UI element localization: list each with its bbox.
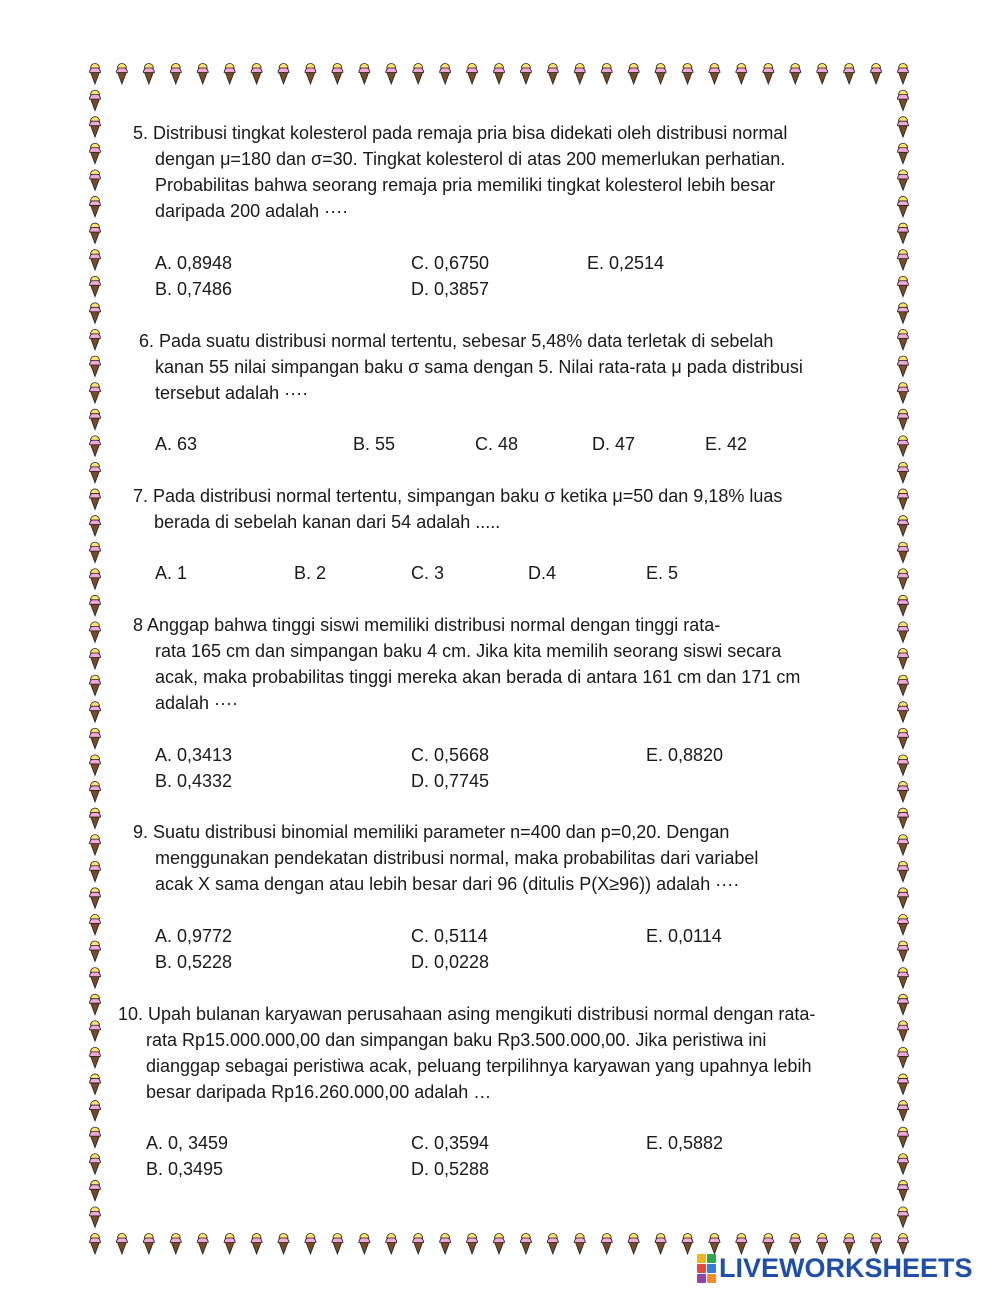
ice-cream-cone-icon <box>790 64 801 85</box>
ice-cream-cone-icon <box>898 914 909 935</box>
ice-cream-cone-icon <box>574 64 585 85</box>
ice-cream-cone-icon <box>898 250 909 271</box>
question-6-line-2: kanan 55 nilai simpangan baku σ sama dengan 5. Nilai rata-rata μ pada distribusi <box>155 357 803 377</box>
ice-cream-cone-icon <box>90 649 101 670</box>
question-9-line-2: menggunakan pendekatan distribusi normal, maka probabilitas dari variabel <box>155 848 759 868</box>
ice-cream-cone-icon <box>90 994 101 1015</box>
ice-cream-cone-icon <box>494 64 505 85</box>
question-6-line-3: tersebut adalah ···· <box>155 383 309 403</box>
ice-cream-cone-icon <box>332 1234 343 1255</box>
question-5 <box>133 120 893 230</box>
ice-cream-cone-icon <box>278 64 289 85</box>
ice-cream-cone-icon <box>898 170 909 191</box>
ice-cream-cone-icon <box>170 64 181 85</box>
ice-cream-cone-icon <box>90 675 101 696</box>
ice-cream-cone-icon <box>90 383 101 404</box>
ice-cream-cone-icon <box>898 595 909 616</box>
q10-option-d[interactable]: D. 0,5288 <box>411 1159 490 1179</box>
ice-cream-cone-icon <box>90 1180 101 1201</box>
ice-cream-cone-icon <box>90 516 101 537</box>
q8-option-e[interactable]: E. 0,8820 <box>646 745 724 765</box>
question-6-line-1: 6. Pada suatu distribusi normal tertentu, sebesar 5,48% data terletak di sebelah <box>139 331 774 351</box>
ice-cream-cone-icon <box>898 622 909 643</box>
ice-cream-cone-icon <box>682 64 693 85</box>
logo-block <box>697 1254 706 1263</box>
ice-cream-cone-icon <box>90 223 101 244</box>
q5-option-c[interactable]: C. 0,6750 <box>411 253 490 273</box>
ice-cream-cone-icon <box>251 1234 262 1255</box>
ice-cream-cone-icon <box>90 835 101 856</box>
q9-option-d[interactable]: D. 0,0228 <box>411 952 490 972</box>
ice-cream-cone-icon <box>90 968 101 989</box>
q9-option-b[interactable]: B. 0,5228 <box>155 952 233 972</box>
ice-cream-cone-icon <box>467 1234 478 1255</box>
q5-option-e[interactable]: E. 0,2514 <box>587 253 665 273</box>
ice-cream-cone-icon <box>736 64 747 85</box>
ice-cream-cone-icon <box>817 1234 828 1255</box>
ice-cream-cone-icon <box>547 1234 558 1255</box>
ice-cream-cone-icon <box>682 1234 693 1255</box>
ice-cream-cone-icon <box>898 649 909 670</box>
ice-cream-cone-icon <box>197 64 208 85</box>
ice-cream-cone-icon <box>90 888 101 909</box>
ice-cream-cone-icon <box>413 64 424 85</box>
ice-cream-cone-icon <box>90 1074 101 1095</box>
ice-cream-cone-icon <box>143 1234 154 1255</box>
ice-cream-cone-icon <box>547 64 558 85</box>
ice-cream-cone-icon <box>898 329 909 350</box>
ice-cream-cone-icon <box>224 64 235 85</box>
ice-cream-cone-icon <box>90 569 101 590</box>
question-8-line-4: adalah ···· <box>155 693 239 713</box>
ice-cream-cone-icon <box>467 64 478 85</box>
ice-cream-cone-icon <box>90 702 101 723</box>
ice-cream-cone-icon <box>90 1234 101 1255</box>
ice-cream-cone-icon <box>898 1207 909 1228</box>
question-10-line-3: dianggap sebagai peristiwa acak, peluang terpilihnya karyawan yang upahnya lebih <box>146 1056 812 1076</box>
ice-cream-cone-icon <box>898 702 909 723</box>
ice-cream-cone-icon <box>90 250 101 271</box>
q7-option-c[interactable]: C. 3 <box>411 563 445 583</box>
ice-cream-cone-icon <box>90 1127 101 1148</box>
q6-option-a[interactable]: A. 63 <box>155 434 198 454</box>
ice-cream-cone-icon <box>898 1021 909 1042</box>
ice-cream-cone-icon <box>440 64 451 85</box>
ice-cream-cone-icon <box>898 888 909 909</box>
ice-cream-cone-icon <box>90 409 101 430</box>
ice-cream-cone-icon <box>655 64 666 85</box>
ice-cream-cone-icon <box>305 64 316 85</box>
logo-block <box>697 1274 706 1283</box>
ice-cream-cone-icon <box>898 223 909 244</box>
ice-cream-cone-icon <box>90 462 101 483</box>
ice-cream-cone-icon <box>90 1207 101 1228</box>
ice-cream-cone-icon <box>143 64 154 85</box>
ice-cream-cone-icon <box>898 409 909 430</box>
ice-cream-cone-icon <box>898 569 909 590</box>
ice-cream-cone-icon <box>90 196 101 217</box>
ice-cream-cone-icon <box>90 117 101 138</box>
logo-block <box>707 1264 716 1273</box>
ice-cream-cone-icon <box>90 1047 101 1068</box>
ice-cream-cone-icon <box>574 1234 585 1255</box>
ice-cream-cone-icon <box>898 1127 909 1148</box>
ice-cream-cone-icon <box>898 755 909 776</box>
ice-cream-cone-icon <box>898 303 909 324</box>
ice-cream-cone-icon <box>790 1234 801 1255</box>
ice-cream-cone-icon <box>90 356 101 377</box>
ice-cream-cone-icon <box>90 64 101 85</box>
question-10-line-1: 10. Upah bulanan karyawan perusahaan asing mengikuti distribusi normal dengan rata- <box>118 1004 816 1024</box>
q6-option-b[interactable]: B. 55 <box>353 434 396 454</box>
ice-cream-cone-icon <box>898 994 909 1015</box>
ice-cream-cone-icon <box>898 728 909 749</box>
question-9-line-3: acak X sama dengan atau lebih besar dari 96 (ditulis P(X≥96)) adalah ···· <box>155 874 740 894</box>
ice-cream-cone-icon <box>90 489 101 510</box>
ice-cream-cone-icon <box>90 622 101 643</box>
ice-cream-cone-icon <box>763 64 774 85</box>
ice-cream-cone-icon <box>520 1234 531 1255</box>
ice-cream-cone-icon <box>90 755 101 776</box>
q8-option-b[interactable]: B. 0,4332 <box>155 771 233 791</box>
ice-cream-cone-icon <box>898 542 909 563</box>
q10-option-b[interactable]: B. 0,3495 <box>146 1159 224 1179</box>
ice-cream-cone-icon <box>90 542 101 563</box>
ice-cream-cone-icon <box>90 143 101 164</box>
ice-cream-cone-icon <box>90 941 101 962</box>
ice-cream-cone-icon <box>844 1234 855 1255</box>
q9-option-a[interactable]: A. 0,9772 <box>155 926 233 946</box>
q7-option-b[interactable]: B. 2 <box>294 563 327 583</box>
question-5-line-3: Probabilitas bahwa seorang remaja pria memiliki tingkat kolesterol lebih besar <box>155 175 776 195</box>
question-5-line-2: dengan μ=180 dan σ=30. Tingkat kolesterol di atas 200 memerlukan perhatian. <box>155 149 786 169</box>
ice-cream-cone-icon <box>898 675 909 696</box>
ice-cream-cone-icon <box>170 1234 181 1255</box>
ice-cream-cone-icon <box>90 170 101 191</box>
ice-cream-cone-icon <box>898 1234 909 1255</box>
ice-cream-cone-icon <box>898 143 909 164</box>
logo-block <box>707 1254 716 1263</box>
ice-cream-cone-icon <box>898 90 909 111</box>
ice-cream-cone-icon <box>90 861 101 882</box>
ice-cream-cone-icon <box>90 914 101 935</box>
question-7-line-1: 7. Pada distribusi normal tertentu, simpangan baku σ ketika μ=50 dan 9,18% luas <box>133 486 783 506</box>
ice-cream-cone-icon <box>90 595 101 616</box>
ice-cream-cone-icon <box>116 1234 127 1255</box>
q7-option-d[interactable]: D.4 <box>528 563 557 583</box>
q8-option-d[interactable]: D. 0,7745 <box>411 771 490 791</box>
ice-cream-cone-icon <box>90 436 101 457</box>
question-8-line-2: rata 165 cm dan simpangan baku 4 cm. Jika kita memilih seorang siswi secara <box>155 641 782 661</box>
ice-cream-cone-icon <box>197 1234 208 1255</box>
ice-cream-cone-icon <box>628 1234 639 1255</box>
q10-option-c[interactable]: C. 0,3594 <box>411 1133 490 1153</box>
question-8 <box>133 612 893 718</box>
question-8-line-3: acak, maka probabilitas tinggi mereka akan berada di antara 161 cm dan 171 cm <box>155 667 801 687</box>
ice-cream-cone-icon <box>413 1234 424 1255</box>
ice-cream-cone-icon <box>709 1234 720 1255</box>
question-7-line-2: berada di sebelah kanan dari 54 adalah ..... <box>154 512 501 532</box>
ice-cream-cone-icon <box>898 1101 909 1122</box>
q5-option-a[interactable]: A. 0,8948 <box>155 253 233 273</box>
q6-option-d[interactable]: D. 47 <box>592 434 636 454</box>
question-7 <box>133 483 893 537</box>
ice-cream-cone-icon <box>90 728 101 749</box>
ice-cream-cone-icon <box>386 1234 397 1255</box>
ice-cream-cone-icon <box>871 64 882 85</box>
ice-cream-cone-icon <box>898 383 909 404</box>
question-8-line-1: 8 Anggap bahwa tinggi siswi memiliki distribusi normal dengan tinggi rata- <box>133 615 721 635</box>
ice-cream-cone-icon <box>90 1101 101 1122</box>
ice-cream-cone-icon <box>898 835 909 856</box>
ice-cream-cone-icon <box>898 462 909 483</box>
ice-cream-cone-icon <box>898 1180 909 1201</box>
q5-option-d[interactable]: D. 0,3857 <box>411 279 490 299</box>
question-5-line-1: 5. Distribusi tingkat kolesterol pada remaja pria bisa didekati oleh distribusi normal <box>133 123 788 143</box>
ice-cream-cone-icon <box>440 1234 451 1255</box>
ice-cream-cone-icon <box>494 1234 505 1255</box>
logo-text: LIVEWORKSHEETS <box>719 1252 973 1283</box>
ice-cream-cone-icon <box>90 1021 101 1042</box>
q8-option-a[interactable]: A. 0,3413 <box>155 745 233 765</box>
q9-option-c[interactable]: C. 0,5114 <box>411 926 488 946</box>
question-9-line-1: 9. Suatu distribusi binomial memiliki parameter n=400 dan p=0,20. Dengan <box>133 822 730 842</box>
ice-cream-cone-icon <box>898 808 909 829</box>
question-5-line-4: daripada 200 adalah ···· <box>155 201 349 221</box>
question-10 <box>118 1001 888 1107</box>
ice-cream-cone-icon <box>90 90 101 111</box>
ice-cream-cone-icon <box>628 64 639 85</box>
liveworksheets-logo[interactable] <box>697 1252 973 1284</box>
logo-blocks-icon <box>697 1254 716 1283</box>
logo-block <box>707 1274 716 1283</box>
ice-cream-cone-icon <box>898 1047 909 1068</box>
ice-cream-cone-icon <box>90 303 101 324</box>
ice-cream-cone-icon <box>655 1234 666 1255</box>
ice-cream-cone-icon <box>332 64 343 85</box>
ice-cream-cone-icon <box>709 64 720 85</box>
logo-block <box>697 1264 706 1273</box>
ice-cream-cone-icon <box>898 941 909 962</box>
ice-cream-cone-icon <box>763 1234 774 1255</box>
q10-option-a[interactable]: A. 0, 3459 <box>146 1133 229 1153</box>
ice-cream-cone-icon <box>90 329 101 350</box>
q5-option-b[interactable]: B. 0,7486 <box>155 279 233 299</box>
ice-cream-cone-icon <box>898 1154 909 1175</box>
ice-cream-cone-icon <box>116 64 127 85</box>
ice-cream-cone-icon <box>90 276 101 297</box>
ice-cream-cone-icon <box>359 64 370 85</box>
q9-option-e[interactable]: E. 0,0114 <box>646 926 722 946</box>
ice-cream-cone-icon <box>601 1234 612 1255</box>
ice-cream-cone-icon <box>844 64 855 85</box>
ice-cream-cone-icon <box>386 64 397 85</box>
ice-cream-cone-icon <box>224 1234 235 1255</box>
ice-cream-cone-icon <box>898 861 909 882</box>
question-10-line-2: rata Rp15.000.000,00 dan simpangan baku Rp3.500.000,00. Jika peristiwa ini <box>146 1030 767 1050</box>
question-6 <box>139 328 899 408</box>
ice-cream-cone-icon <box>251 64 262 85</box>
ice-cream-cone-icon <box>898 489 909 510</box>
ice-cream-cone-icon <box>871 1234 882 1255</box>
q10-option-e[interactable]: E. 0,5882 <box>646 1133 724 1153</box>
ice-cream-cone-icon <box>305 1234 316 1255</box>
ice-cream-cone-icon <box>736 1234 747 1255</box>
ice-cream-cone-icon <box>520 64 531 85</box>
ice-cream-cone-icon <box>359 1234 370 1255</box>
ice-cream-cone-icon <box>898 781 909 802</box>
ice-cream-cone-icon <box>898 196 909 217</box>
ice-cream-cone-icon <box>90 781 101 802</box>
ice-cream-cone-icon <box>898 64 909 85</box>
ice-cream-cone-icon <box>601 64 612 85</box>
q7-option-e[interactable]: E. 5 <box>646 563 679 583</box>
question-10-line-4: besar daripada Rp16.260.000,00 adalah … <box>146 1082 492 1102</box>
ice-cream-cone-icon <box>898 1074 909 1095</box>
ice-cream-cone-icon <box>898 516 909 537</box>
ice-cream-cone-icon <box>817 64 828 85</box>
question-9 <box>133 819 893 899</box>
ice-cream-cone-icon <box>898 276 909 297</box>
q8-option-c[interactable]: C. 0,5668 <box>411 745 490 765</box>
ice-cream-cone-icon <box>898 436 909 457</box>
ice-cream-cone-icon <box>90 1154 101 1175</box>
q6-option-e[interactable]: E. 42 <box>705 434 748 454</box>
ice-cream-cone-icon <box>278 1234 289 1255</box>
ice-cream-cone-icon <box>90 808 101 829</box>
q7-option-a[interactable]: A. 1 <box>155 563 188 583</box>
ice-cream-cone-icon <box>898 968 909 989</box>
q6-option-c[interactable]: C. 48 <box>475 434 519 454</box>
ice-cream-cone-icon <box>898 117 909 138</box>
ice-cream-cone-icon <box>898 356 909 377</box>
